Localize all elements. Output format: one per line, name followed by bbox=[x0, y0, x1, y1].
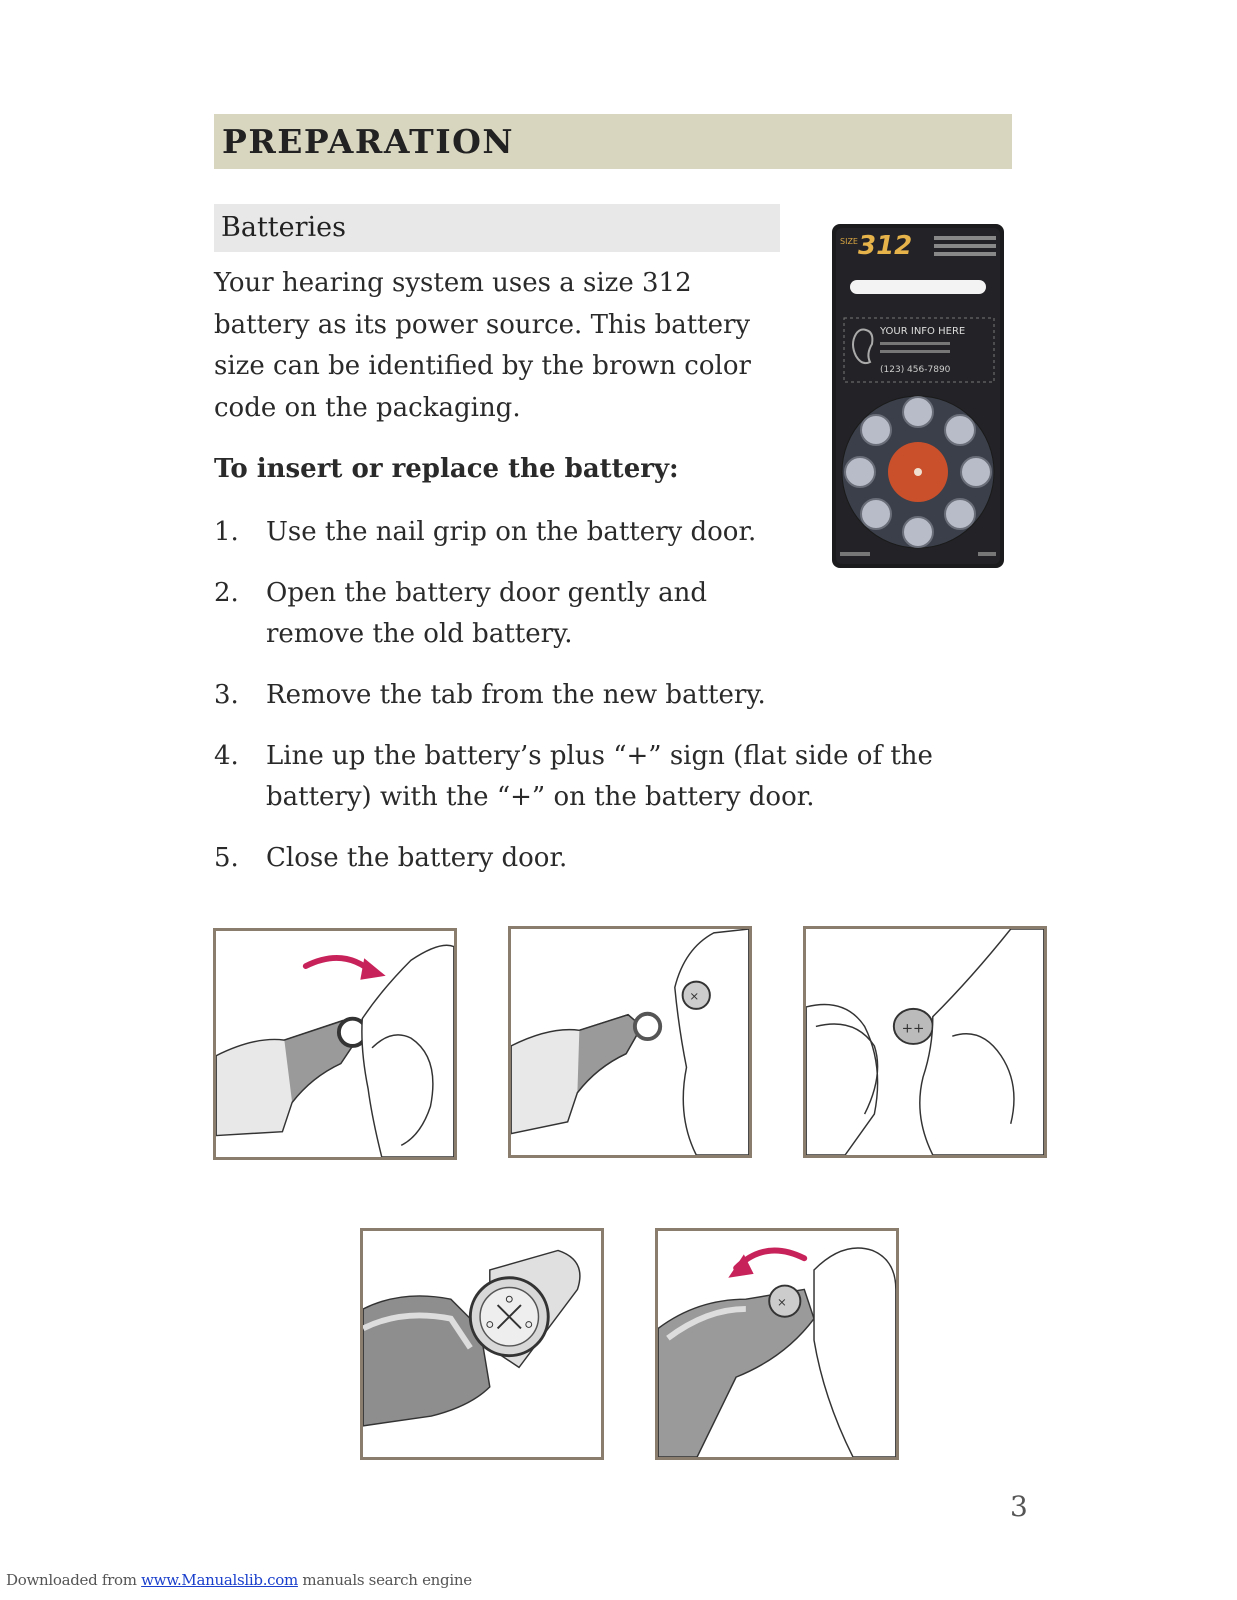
footer bbox=[6, 1571, 472, 1589]
illustration-step-4 bbox=[360, 1228, 604, 1460]
step-text: Use the nail grip on the battery door. bbox=[266, 517, 757, 547]
battery-package-image bbox=[830, 222, 1006, 570]
step-text: Remove the tab from the new battery. bbox=[266, 680, 766, 710]
step-text: Close the battery door. bbox=[266, 843, 568, 873]
step-number: 2. bbox=[214, 578, 239, 608]
steps-heading: To insert or replace the battery: bbox=[214, 454, 679, 484]
illustration-step-3 bbox=[803, 926, 1047, 1158]
step-item bbox=[214, 675, 1014, 716]
step-text: Line up the battery’s plus “+” sign (flat side of the battery) with the “+” on the battery door. bbox=[266, 741, 933, 812]
footer-link[interactable]: www.Manualslib.com bbox=[141, 1571, 298, 1589]
svg-text:×: × bbox=[689, 989, 700, 1004]
illustration-step-2 bbox=[508, 926, 752, 1158]
illustration-step-1 bbox=[213, 928, 457, 1160]
svg-text:++: ++ bbox=[901, 1020, 925, 1037]
step-item bbox=[214, 736, 1014, 818]
battery-phone-label: (123) 456-7890 bbox=[880, 365, 951, 375]
step-number: 5. bbox=[214, 843, 239, 873]
step-item bbox=[214, 838, 1014, 879]
illustration-step-5 bbox=[655, 1228, 899, 1460]
footer-prefix: Downloaded from bbox=[6, 1571, 142, 1589]
subsection-title: Batteries bbox=[221, 212, 346, 243]
intro-paragraph: Your hearing system uses a size 312 battery as its power source. This battery size can be identified by the brown color code on the packaging. bbox=[214, 268, 751, 423]
page-number: 3 bbox=[1010, 1490, 1028, 1523]
battery-info-label: YOUR INFO HERE bbox=[880, 326, 966, 337]
step-text: Open the battery door gently and remove the old battery. bbox=[266, 578, 708, 649]
section-title: PREPARATION bbox=[222, 122, 515, 161]
svg-text:×: × bbox=[777, 1295, 787, 1310]
step-number: 3. bbox=[214, 680, 239, 710]
step-item bbox=[214, 573, 1014, 655]
battery-size-prefix: SIZE bbox=[840, 237, 858, 246]
steps-list bbox=[214, 512, 1014, 899]
step-number: 4. bbox=[214, 741, 239, 771]
battery-size-label: 312 bbox=[858, 231, 913, 261]
step-number: 1. bbox=[214, 517, 239, 547]
footer-suffix: manuals search engine bbox=[297, 1571, 472, 1589]
